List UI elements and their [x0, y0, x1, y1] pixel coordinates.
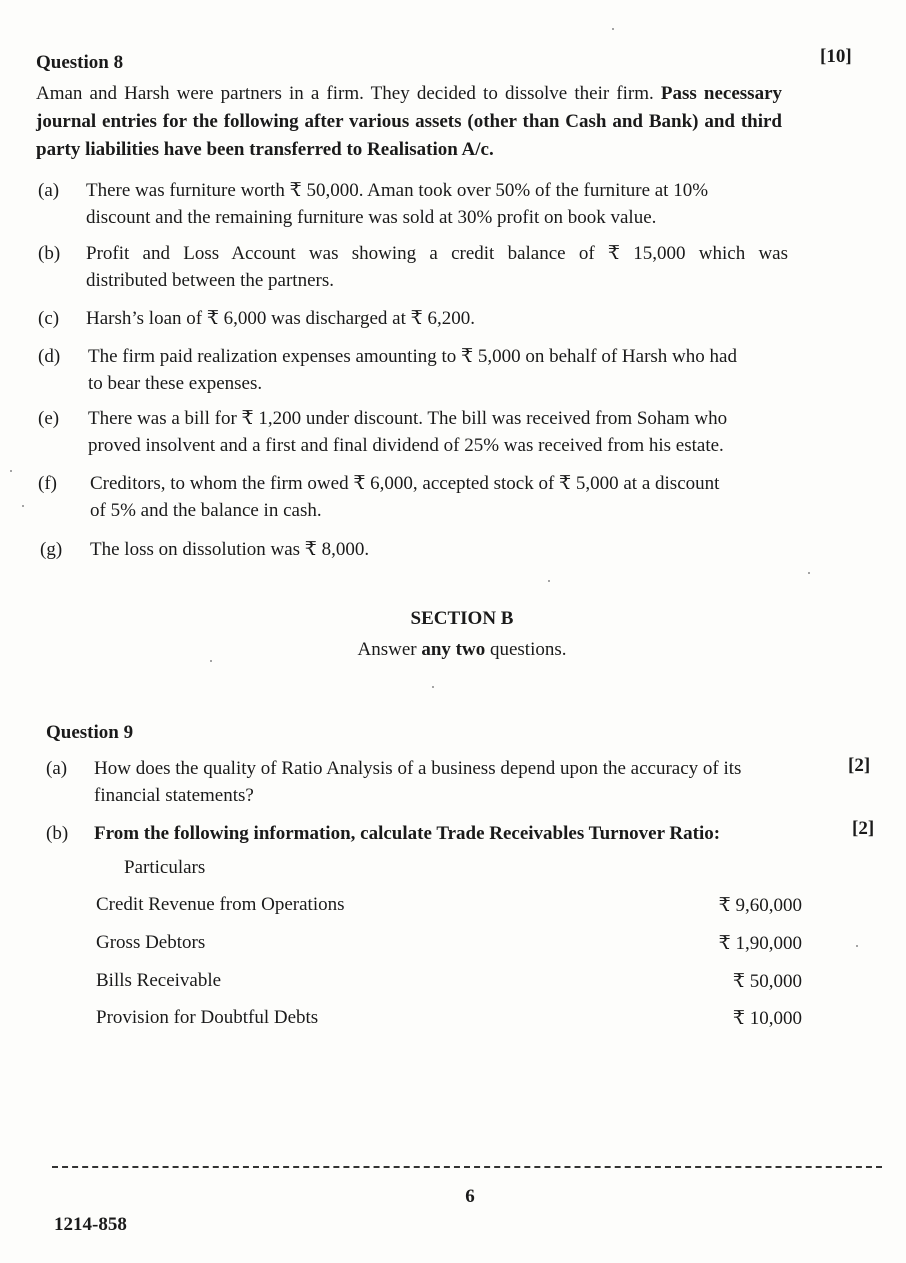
item-label: (d) [38, 346, 61, 367]
row-amount: ₹ 50,000 [732, 971, 802, 992]
q9-b-marks: [2] [852, 818, 875, 839]
scan-speck [548, 580, 550, 582]
item-label: (b) [46, 823, 69, 844]
row-particular: Credit Revenue from Operations [96, 894, 345, 915]
intro-plain-text: Aman and Harsh were partners in a firm. They decided to dissolve their firm. [36, 83, 661, 104]
item-line: How does the quality of Ratio Analysis of a business depend upon the accuracy of its [94, 758, 742, 779]
row-particular: Gross Debtors [96, 932, 206, 953]
item-label: (a) [38, 180, 60, 201]
row-particular: Bills Receivable [96, 970, 222, 991]
intro-bold-instruction: Pass necessary journal entries for the following after various assets (other than Cash and Bank) and third party liabilities have been transferred to Realisation A/c. [36, 83, 782, 160]
item-line: Creditors, to whom the firm owed ₹ 6,000, accepted stock of ₹ 5,000 at a discount [90, 473, 720, 494]
row-particular: Provision for Doubtful Debts [96, 1007, 319, 1028]
item-line: discount and the remaining furniture was sold at 30% profit on book value. [86, 207, 657, 228]
question-8-title: Question 8 [36, 52, 124, 73]
scan-speck [856, 945, 858, 947]
item-line: The firm paid realization expenses amounting to ₹ 5,000 on behalf of Harsh who had [88, 346, 737, 367]
item-line: There was a bill for ₹ 1,200 under discount. The bill was received from Soham who [88, 408, 728, 429]
item-line: There was furniture worth ₹ 50,000. Aman took over 50% of the furniture at 10% [86, 180, 709, 201]
section-b-instruction [0, 639, 906, 661]
item-label: (a) [46, 758, 68, 779]
question-9-title: Question 9 [46, 722, 134, 743]
item-label: (f) [38, 473, 57, 494]
paper-code: 1214-858 [54, 1214, 127, 1235]
scan-speck [10, 470, 12, 472]
scan-speck [210, 660, 212, 662]
page-number: 6 [465, 1186, 475, 1207]
item-line: to bear these expenses. [88, 373, 263, 394]
instruction-bold: any two [421, 639, 486, 660]
table-header-particulars: Particulars [124, 857, 206, 878]
item-line: The loss on dissolution was ₹ 8,000. [90, 539, 370, 560]
scan-speck [22, 505, 24, 507]
footer-dashed-rule [52, 1166, 882, 1168]
table-row [96, 1007, 802, 1035]
item-line: of 5% and the balance in cash. [90, 500, 322, 521]
table-row [96, 894, 802, 922]
scan-speck [808, 572, 810, 574]
item-label: (g) [40, 539, 63, 560]
scan-speck [612, 28, 614, 30]
item-line: proved insolvent and a first and final dividend of 25% was received from his estate. [88, 435, 724, 456]
item-line: Profit and Loss Account was showing a credit balance of ₹ 15,000 which was [86, 243, 788, 264]
row-amount: ₹ 10,000 [732, 1008, 802, 1029]
instruction-post: questions. [485, 639, 567, 660]
item-line: financial statements? [94, 785, 254, 806]
instruction-pre: Answer [357, 639, 422, 660]
section-b-title: SECTION B [410, 608, 514, 629]
item-label: (b) [38, 243, 61, 264]
row-amount: ₹ 1,90,000 [718, 933, 802, 954]
item-label: (e) [38, 408, 60, 429]
item-label: (c) [38, 308, 60, 329]
question-8-marks: [10] [820, 46, 852, 67]
table-row [96, 932, 802, 960]
scan-speck [432, 686, 434, 688]
q9-a-marks: [2] [848, 755, 871, 776]
item-line: From the following information, calculate Trade Receivables Turnover Ratio: [94, 823, 721, 844]
item-line: Harsh’s loan of ₹ 6,000 was discharged at ₹ 6,200. [86, 308, 475, 329]
question-8-intro [36, 80, 782, 164]
table-row [96, 970, 802, 998]
item-line: distributed between the partners. [86, 270, 334, 291]
row-amount: ₹ 9,60,000 [718, 895, 802, 916]
